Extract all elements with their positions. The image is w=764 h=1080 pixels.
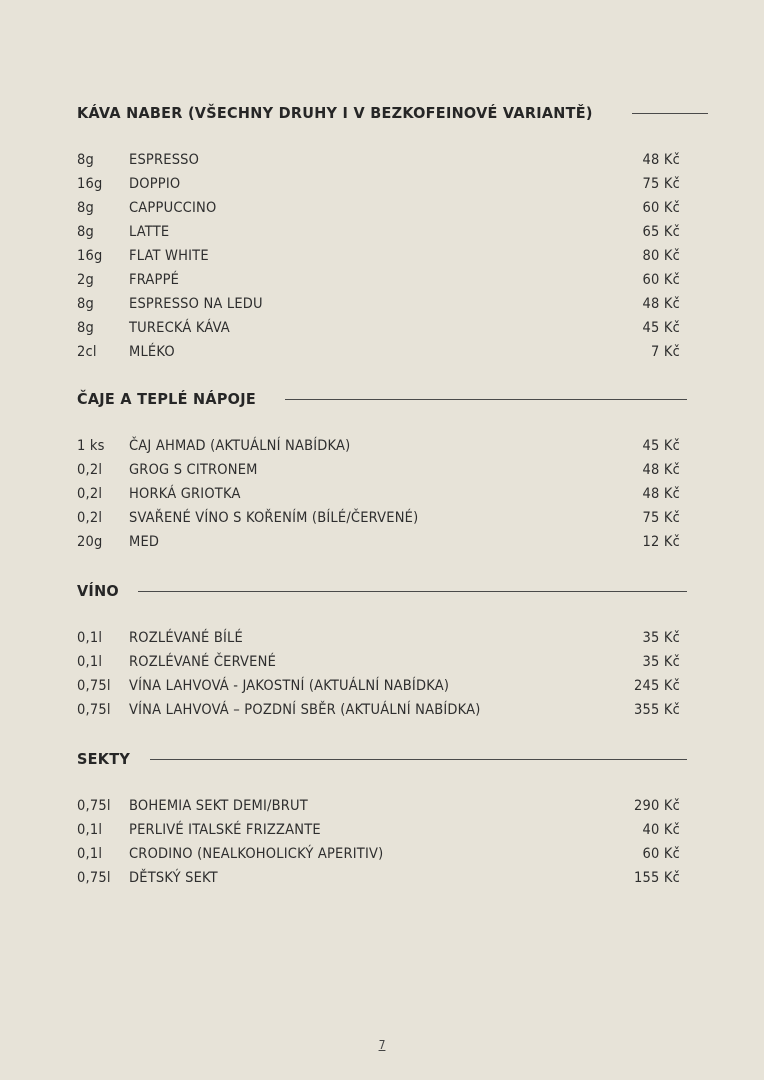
menu-item: [77, 172, 687, 196]
section-sparkling: [77, 747, 687, 890]
item-price: 65 Kč: [642, 224, 680, 240]
item-price: 7 Kč: [651, 344, 680, 360]
section-header: [77, 579, 687, 603]
section-header: [77, 101, 687, 125]
item-name: ČAJ AHMAD (AKTUÁLNÍ NABÍDKA): [129, 438, 351, 454]
item-price: 80 Kč: [642, 248, 680, 264]
menu-item: [77, 794, 687, 818]
item-quantity: 8g: [77, 320, 94, 336]
menu-item: [77, 340, 687, 364]
item-name: MLÉKO: [129, 344, 175, 360]
menu-item: [77, 268, 687, 292]
item-name: DOPPIO: [129, 176, 181, 192]
item-price: 60 Kč: [642, 272, 680, 288]
section-divider: [150, 759, 687, 760]
item-quantity: 0,1l: [77, 654, 103, 670]
item-name: FRAPPÉ: [129, 272, 180, 288]
section-divider: [285, 399, 687, 400]
item-price: 12 Kč: [642, 534, 680, 550]
section-header: [77, 387, 687, 411]
item-quantity: 20g: [77, 534, 103, 550]
item-name: GROG S CITRONEM: [129, 462, 258, 478]
item-quantity: 0,2l: [77, 462, 103, 478]
item-quantity: 0,75l: [77, 798, 111, 814]
item-price: 245 Kč: [634, 678, 680, 694]
item-quantity: 16g: [77, 248, 103, 264]
item-name: CAPPUCCINO: [129, 200, 217, 216]
item-quantity: 0,1l: [77, 822, 103, 838]
section-teas: [77, 387, 687, 554]
page-number: 7: [378, 1038, 386, 1052]
menu-item: [77, 292, 687, 316]
item-name: ROZLÉVANÉ ČERVENÉ: [129, 654, 277, 670]
item-name: PERLIVÉ ITALSKÉ FRIZZANTE: [129, 822, 321, 838]
item-quantity: 8g: [77, 296, 94, 312]
item-quantity: 0,75l: [77, 870, 111, 886]
menu-item: [77, 530, 687, 554]
item-price: 45 Kč: [642, 320, 680, 336]
item-name: ROZLÉVANÉ BÍLÉ: [129, 630, 243, 646]
menu-item: [77, 148, 687, 172]
item-quantity: 2g: [77, 272, 94, 288]
item-name: ESPRESSO NA LEDU: [129, 296, 263, 312]
item-quantity: 0,1l: [77, 846, 103, 862]
menu-item: [77, 458, 687, 482]
item-name: CRODINO (NEALKOHOLICKÝ APERITIV): [129, 846, 384, 862]
section-title: KÁVA NABER (VŠECHNY DRUHY I V BEZKOFEINOVÉ VARIANTĚ): [77, 104, 593, 122]
item-quantity: 2cl: [77, 344, 97, 360]
item-name: TURECKÁ KÁVA: [129, 320, 230, 336]
menu-item: [77, 244, 687, 268]
menu-item: [77, 650, 687, 674]
item-name: DĚTSKÝ SEKT: [129, 870, 218, 886]
item-name: FLAT WHITE: [129, 248, 209, 264]
item-quantity: 0,75l: [77, 702, 111, 718]
menu-item: [77, 674, 687, 698]
item-price: 75 Kč: [642, 510, 680, 526]
section-title: VÍNO: [77, 582, 119, 600]
item-price: 48 Kč: [642, 296, 680, 312]
item-name: SVAŘENÉ VÍNO S KOŘENÍM (BÍLÉ/ČERVENÉ): [129, 510, 419, 526]
menu-item: [77, 818, 687, 842]
item-price: 40 Kč: [642, 822, 680, 838]
menu-item: [77, 316, 687, 340]
item-quantity: 1 ks: [77, 438, 105, 454]
item-price: 155 Kč: [634, 870, 680, 886]
item-price: 35 Kč: [642, 654, 680, 670]
item-name: HORKÁ GRIOTKA: [129, 486, 241, 502]
menu-item: [77, 698, 687, 722]
item-price: 60 Kč: [642, 200, 680, 216]
item-price: 45 Kč: [642, 438, 680, 454]
menu-item: [77, 866, 687, 890]
item-quantity: 8g: [77, 224, 94, 240]
item-quantity: 0,2l: [77, 510, 103, 526]
item-price: 290 Kč: [634, 798, 680, 814]
item-quantity: 0,1l: [77, 630, 103, 646]
menu-page: [77, 0, 687, 1080]
menu-list: [77, 626, 687, 722]
item-name: MED: [129, 534, 160, 550]
item-quantity: 0,2l: [77, 486, 103, 502]
item-quantity: 8g: [77, 200, 94, 216]
section-title: SEKTY: [77, 750, 131, 768]
item-price: 355 Kč: [634, 702, 680, 718]
section-divider: [138, 591, 687, 592]
section-title: ČAJE A TEPLÉ NÁPOJE: [77, 390, 256, 408]
menu-list: [77, 794, 687, 890]
section-wine: [77, 579, 687, 722]
item-price: 60 Kč: [642, 846, 680, 862]
item-quantity: 0,75l: [77, 678, 111, 694]
item-name: VÍNA LAHVOVÁ - JAKOSTNÍ (AKTUÁLNÍ NABÍDKA): [129, 678, 450, 694]
menu-item: [77, 506, 687, 530]
section-divider: [632, 113, 708, 114]
menu-item: [77, 220, 687, 244]
item-price: 48 Kč: [642, 486, 680, 502]
menu-list: [77, 434, 687, 554]
item-price: 48 Kč: [642, 462, 680, 478]
menu-item: [77, 434, 687, 458]
item-quantity: 16g: [77, 176, 103, 192]
item-name: BOHEMIA SEKT DEMI/BRUT: [129, 798, 308, 814]
item-quantity: 8g: [77, 152, 94, 168]
item-price: 35 Kč: [642, 630, 680, 646]
item-name: LATTE: [129, 224, 170, 240]
item-price: 48 Kč: [642, 152, 680, 168]
menu-item: [77, 196, 687, 220]
item-price: 75 Kč: [642, 176, 680, 192]
section-coffee: [77, 101, 687, 364]
menu-list: [77, 148, 687, 364]
section-header: [77, 747, 687, 771]
item-name: VÍNA LAHVOVÁ – POZDNÍ SBĚR (AKTUÁLNÍ NABÍDKA): [129, 702, 481, 718]
menu-item: [77, 482, 687, 506]
item-name: ESPRESSO: [129, 152, 200, 168]
menu-item: [77, 626, 687, 650]
menu-item: [77, 842, 687, 866]
